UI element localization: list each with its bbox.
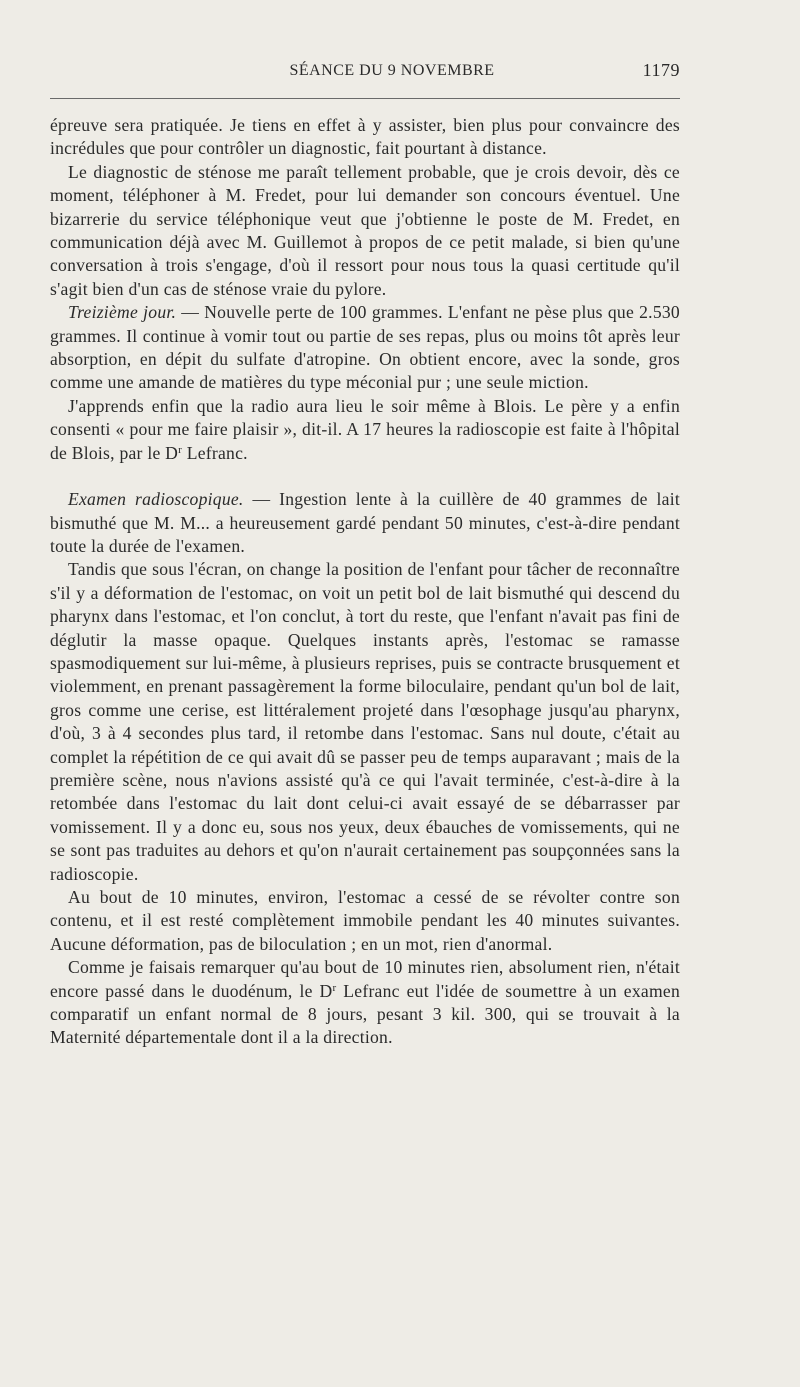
superscript-r: r bbox=[178, 443, 183, 456]
paragraph-examen-radioscopique bbox=[50, 488, 680, 558]
header-title: SÉANCE DU 9 NOVEMBRE bbox=[289, 62, 495, 79]
running-header bbox=[50, 58, 680, 88]
header-rule bbox=[50, 98, 680, 99]
paragraph-dix-minutes: Au bout de 10 minutes, environ, l'estomac a cessé de se révolter contre son contenu, et il est resté complètement immobile pendant les 40 minutes suivantes. Aucune déformation, pas de biloculation ; en un mot, rien d'anormal. bbox=[50, 887, 680, 954]
superscript-r: r bbox=[332, 981, 337, 994]
paragraph-treizieme-jour bbox=[50, 301, 680, 395]
paragraph-diagnostic: Le diagnostic de sténose me paraît tellement probable, que je crois devoir, dès ce moment, téléphoner à M. Fredet, pour lui demander son concours éventuel. Une bizarrerie du service téléphonique veut que j'obtienne le poste de M. Fredet, en communication déjà avec M. Guillemot à propos de ce petit malade, si bien qu'une conversation à trois s'engage, d'où il ressort pour nous tous la quasi certitude qu'il s'agit bien d'un cas de sténose vraie du pylore. bbox=[50, 161, 680, 299]
paragraph-ecran: Tandis que sous l'écran, on change la position de l'enfant pour tâcher de reconnaître s'il y a déformation de l'estomac, on voit un petit bol de lait bismuthé qui descend du pharynx dans l'estomac, et l'on conclut, à tort du reste, que l'enfant n'avait pas fini de déglutir la masse opaque. Quelques instants après, l'estomac se ramasse spasmodiquement sur lui-même, à plusieurs reprises, puis se contracte brusquement et violemment, en prenant passagèrement la forme biloculaire, pendant qu'un bol de lait, gros comme une cerise, est littéralement projeté dans l'œsophage jusqu'au pharynx, d'où, 3 à 4 secondes plus tard, il retombe dans l'estomac. Sans nul doute, c'était au complet la répétition de ce qui avait dû se passer peu de temps auparavant ; mais de la première scène, nous n'avions assisté qu'à ce qui l'avait terminée, c'est-à-dire à la retombée dans l'estomac du lait dont celui-ci avait essayé de se débarrasser par vomissement. Il y a donc eu, sous nos yeux, deux ébauches de vomissements, qui ne se sont pas traduites au dehors et qu'on n'aurait certainement pas soupçonnées sans la radioscopie. bbox=[50, 559, 680, 884]
page-body bbox=[50, 114, 680, 1050]
page-number: 1179 bbox=[642, 60, 680, 80]
paragraph-text-part: J'apprends enfin que la radio aura lieu le soir même à Blois. Le père y a enfin consenti « pour me faire plaisir », dit-il. A 17 heures la radioscopie est faite à l'hôpital de Blois, par le D bbox=[50, 395, 680, 463]
paragraph-text-examen: — Ingestion lente à la cuillère de 40 grammes de lait bismuthé que M. M... a heureusement gardé pendant 50 minutes, c'est-à-dire pendant toute la durée de l'examen. bbox=[50, 489, 680, 556]
paragraph-text-treizieme: — Nouvelle perte de 100 grammes. L'enfant ne pèse plus que 2.530 grammes. Il continue à vomir tout ou partie de ses repas, plus ou moins tôt après leur absorption, en dépit du sulfate d'atropine. On obtient encore, avec la sonde, gros comme une amande de matières du type méconial pur ; une seule miction. bbox=[50, 302, 680, 393]
paragraph-text-part: Comme je faisais remarquer qu'au bout de 10 minutes rien, absolument rien, n'était encore passé dans le duodénum, le D bbox=[50, 957, 680, 1001]
paragraph-comparatif bbox=[50, 956, 680, 1050]
paragraph-continuation: épreuve sera pratiquée. Je tiens en effet à y assister, bien plus pour convaincre des incrédules que pour contrôler un diagnostic, fait pourtant à distance. bbox=[50, 115, 680, 159]
book-page bbox=[50, 58, 680, 1050]
paragraph-text-part: Lefranc. bbox=[182, 442, 248, 463]
paragraph-radio-blois bbox=[50, 395, 680, 465]
paragraph-text-part: Lefranc eut l'idée de soumettre à un examen comparatif un enfant normal de 8 jours, pesant 3 kil. 300, qui se trouvait à la Maternité départementale dont il a la direction. bbox=[50, 980, 680, 1048]
paragraph-lead-treizieme: Treizième jour. bbox=[68, 302, 177, 323]
paragraph-lead-examen: Examen radioscopique. bbox=[68, 489, 244, 510]
